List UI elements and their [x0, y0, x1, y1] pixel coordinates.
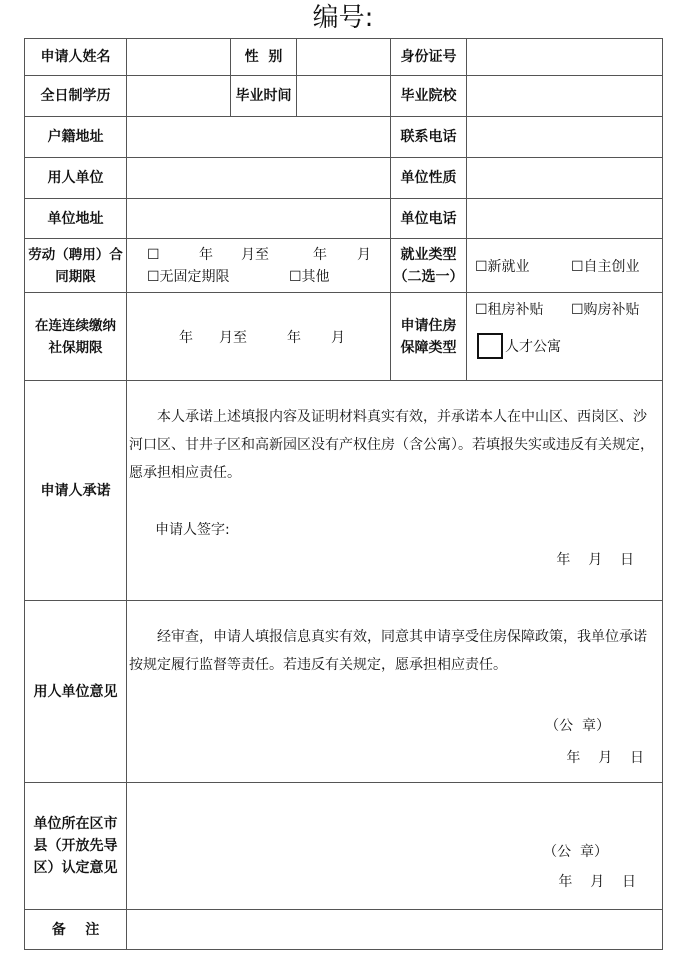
social-month2: 月	[331, 329, 345, 346]
housing-type-label	[391, 293, 467, 381]
employer-phone-label: 单位电话	[391, 199, 467, 239]
gender-label: 性 别	[231, 39, 297, 76]
employment-type-field	[467, 239, 663, 293]
commitment-text: 本人承诺上述填报内容及证明材料真实有效，并承诺本人在中山区、西岗区、沙河口区、甘井子区和高新园区没有产权住房（含公寓）。若填报失实或违反有关规定，愿承担相应责任。	[129, 409, 654, 481]
household-label: 户籍地址	[25, 117, 127, 158]
district-opinion-cell	[127, 783, 663, 910]
phone-field[interactable]	[467, 117, 663, 158]
form-number-title: 编号:	[312, 3, 374, 33]
contract-year2: 年	[313, 246, 327, 263]
contract-no-fixed-option[interactable]: ☐无固定期限	[147, 268, 230, 285]
commitment-date: 年 月 日	[556, 552, 634, 568]
social-security-period-field[interactable]	[127, 293, 391, 381]
education-field[interactable]	[127, 76, 231, 117]
housing-label-line1: 申请住房	[400, 317, 457, 334]
district-label-line2: 县（开放先导	[33, 838, 118, 854]
grad-school-label: 毕业院校	[391, 76, 467, 117]
district-opinion-date: 年 月 日	[558, 874, 636, 890]
contract-period-field[interactable]	[127, 239, 391, 293]
contract-options-line	[127, 266, 390, 288]
employer-address-label: 单位地址	[25, 199, 127, 239]
housing-buy-option[interactable]: ☐购房补贴	[571, 302, 640, 318]
id-number-label: 身份证号	[391, 39, 467, 76]
contract-year1: 年	[199, 246, 213, 263]
employer-opinion-cell	[127, 601, 663, 783]
housing-type-field	[467, 293, 663, 381]
applicant-name-label: 申请人姓名	[25, 39, 127, 76]
employment-new-option[interactable]: ☐新就业	[475, 258, 530, 275]
social-label-line2: 社保期限	[48, 339, 103, 356]
contract-label-line1: 劳动（聘用）合	[28, 246, 123, 263]
grad-school-field[interactable]	[467, 76, 663, 117]
social-year2: 年	[287, 329, 301, 346]
employer-address-field[interactable]	[127, 199, 391, 239]
applicant-signature-label: 申请人签字:	[155, 522, 230, 538]
contract-month1: 月至	[241, 246, 269, 263]
applicant-name-field[interactable]	[127, 39, 231, 76]
employer-opinion-label: 用人单位意见	[25, 601, 127, 783]
application-form-table	[24, 38, 663, 950]
employer-type-field[interactable]	[467, 158, 663, 199]
employer-phone-field[interactable]	[467, 199, 663, 239]
employer-opinion-date: 年 月 日	[566, 750, 644, 766]
education-label: 全日制学历	[25, 76, 127, 117]
district-label-line3: 区）认定意见	[33, 860, 118, 876]
employment-type-label-line2: （二选一）	[393, 268, 464, 285]
contract-month2: 月	[357, 246, 371, 263]
district-seal: （公 章）	[543, 844, 608, 860]
housing-talent-option: 人才公寓	[505, 339, 561, 355]
employer-seal: （公 章）	[545, 718, 610, 734]
contract-date-line	[127, 244, 390, 266]
contract-checkbox[interactable]: ☐	[147, 246, 160, 263]
commitment-label: 申请人承诺	[25, 381, 127, 601]
social-month1: 月至	[219, 329, 247, 346]
housing-rent-option[interactable]: ☐租房补贴	[475, 302, 544, 318]
employment-type-label-line1: 就业类型	[400, 246, 457, 263]
commitment-cell	[127, 381, 663, 601]
social-security-label	[25, 293, 127, 381]
social-year1: 年	[179, 329, 193, 346]
social-label-line1: 在连连续缴纳	[35, 317, 116, 334]
grad-time-field[interactable]	[297, 76, 391, 117]
grad-time-label: 毕业时间	[231, 76, 297, 117]
household-field[interactable]	[127, 117, 391, 158]
remarks-label: 备 注	[25, 910, 127, 950]
housing-talent-checkbox[interactable]	[477, 333, 503, 359]
gender-field[interactable]	[297, 39, 391, 76]
remarks-field[interactable]	[127, 910, 663, 950]
contract-label-line2: 同期限	[55, 268, 96, 285]
employer-type-label: 单位性质	[391, 158, 467, 199]
employer-field[interactable]	[127, 158, 391, 199]
phone-label: 联系电话	[391, 117, 467, 158]
district-opinion-label	[25, 783, 127, 910]
housing-label-line2: 保障类型	[400, 339, 457, 356]
contract-other-option[interactable]: ☐其他	[289, 268, 330, 285]
employer-label: 用人单位	[25, 158, 127, 199]
employment-type-label	[391, 239, 467, 293]
employer-opinion-text: 经审查，申请人填报信息真实有效，同意其申请享受住房保障政策，我单位承诺按规定履行监督等责任。若违反有关规定，愿承担相应责任。	[129, 629, 647, 673]
contract-label	[25, 239, 127, 293]
district-label-line1: 单位所在区市	[33, 816, 118, 832]
employment-self-option[interactable]: ☐自主创业	[571, 258, 640, 275]
id-number-field[interactable]	[467, 39, 663, 76]
